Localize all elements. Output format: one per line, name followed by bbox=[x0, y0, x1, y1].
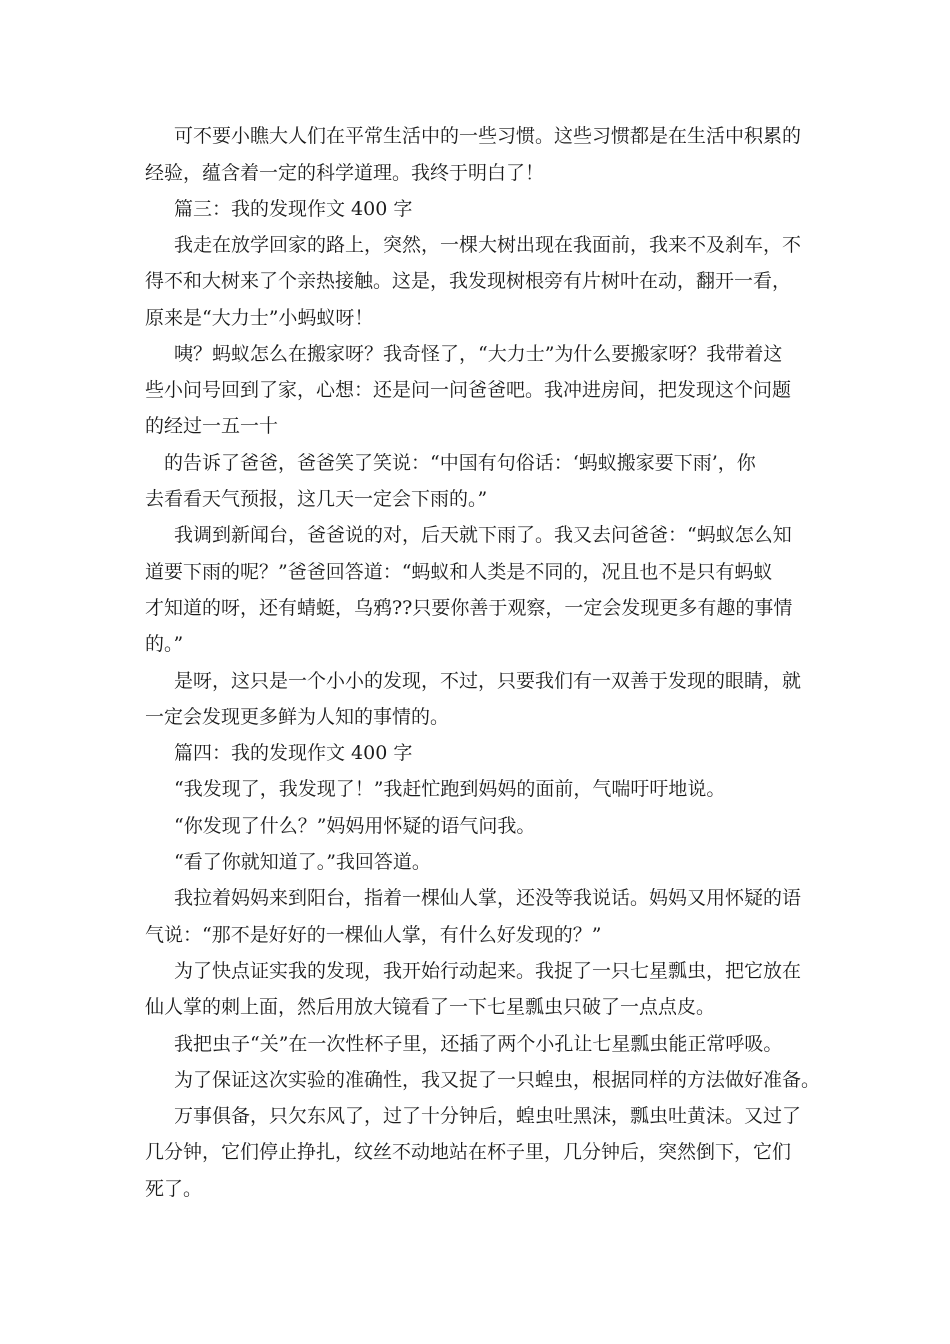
text-line: 得不和大树来了个亲热接触。这是，我发现树根旁有片树叶在动，翻开一看， bbox=[145, 270, 792, 292]
text-line: 我走在放学回家的路上，突然，一棵大树出现在我面前，我来不及刹车，不 bbox=[174, 234, 802, 256]
text-line: 咦？蚂蚁怎么在搬家呀？我奇怪了，“大力士”为什么要搬家呀？我带着这 bbox=[174, 343, 783, 365]
section-heading-3: 篇三：我的发现作文 400 字 bbox=[174, 198, 413, 220]
text-line: “我发现了，我发现了！”我赶忙跑到妈妈的面前，气喘吁吁地说。 bbox=[174, 778, 726, 800]
text-line: 死了。 bbox=[145, 1178, 203, 1200]
text-line: 可不要小瞧大人们在平常生活中的一些习惯。这些习惯都是在生活中积累的 bbox=[174, 125, 802, 147]
text-line: 的。” bbox=[145, 633, 184, 655]
text-line: 一定会发现更多鲜为人知的事情的。 bbox=[145, 706, 450, 728]
text-line: 仙人掌的刺上面，然后用放大镜看了一下七星瓢虫只破了一点点皮。 bbox=[145, 996, 716, 1018]
text-line: 经验，蕴含着一定的科学道理。我终于明白了！ bbox=[145, 162, 545, 184]
text-line: 的经过一五一十 bbox=[145, 415, 279, 437]
text-line: 为了快点证实我的发现，我开始行动起来。我捉了一只七星瓢虫，把它放在 bbox=[174, 960, 802, 982]
section-heading-4: 篇四：我的发现作文 400 字 bbox=[174, 742, 413, 764]
text-line: 的告诉了爸爸，爸爸笑了笑说：“中国有句俗话：‘蚂蚁搬家要下雨’，你 bbox=[164, 452, 756, 474]
text-line: 气说：“那不是好好的一棵仙人掌，有什么好发现的？” bbox=[145, 924, 602, 946]
text-line: 去看看天气预报，这几天一定会下雨的。” bbox=[145, 488, 488, 510]
text-line: “你发现了什么？”妈妈用怀疑的语气问我。 bbox=[174, 815, 536, 837]
text-line: 几分钟，它们停止挣扎，纹丝不动地站在杯子里，几分钟后，突然倒下，它们 bbox=[145, 1141, 792, 1163]
text-line: 道要下雨的呢？”爸爸回答道：“蚂蚁和人类是不同的，况且也不是只有蚂蚁 bbox=[145, 561, 773, 583]
text-line: 为了保证这次实验的准确性，我又捉了一只蝗虫，根据同样的方法做好准备。 bbox=[174, 1069, 821, 1091]
text-line: 些小问号回到了家，心想：还是问一问爸爸吧。我冲进房间，把发现这个问题 bbox=[145, 379, 792, 401]
text-line: 才知道的呀，还有蜻蜓，乌鸦??只要你善于观察，一定会发现更多有趣的事情 bbox=[145, 597, 793, 619]
text-line: 我调到新闻台，爸爸说的对，后天就下雨了。我又去问爸爸：“蚂蚁怎么知 bbox=[174, 524, 792, 546]
text-line: “看了你就知道了。”我回答道。 bbox=[174, 851, 431, 873]
text-line: 我拉着妈妈来到阳台，指着一棵仙人掌，还没等我说话。妈妈又用怀疑的语 bbox=[174, 887, 802, 909]
text-line: 原来是“大力士”小蚂蚁呀！ bbox=[145, 307, 374, 329]
text-line: 我把虫子“关”在一次性杯子里，还插了两个小孔让七星瓢虫能正常呼吸。 bbox=[174, 1033, 783, 1055]
text-line: 万事俱备，只欠东风了，过了十分钟后，蝗虫吐黑沫，瓢虫吐黄沫。又过了 bbox=[174, 1105, 802, 1127]
text-line: 是呀，这只是一个小小的发现，不过，只要我们有一双善于发现的眼睛，就 bbox=[174, 670, 802, 692]
